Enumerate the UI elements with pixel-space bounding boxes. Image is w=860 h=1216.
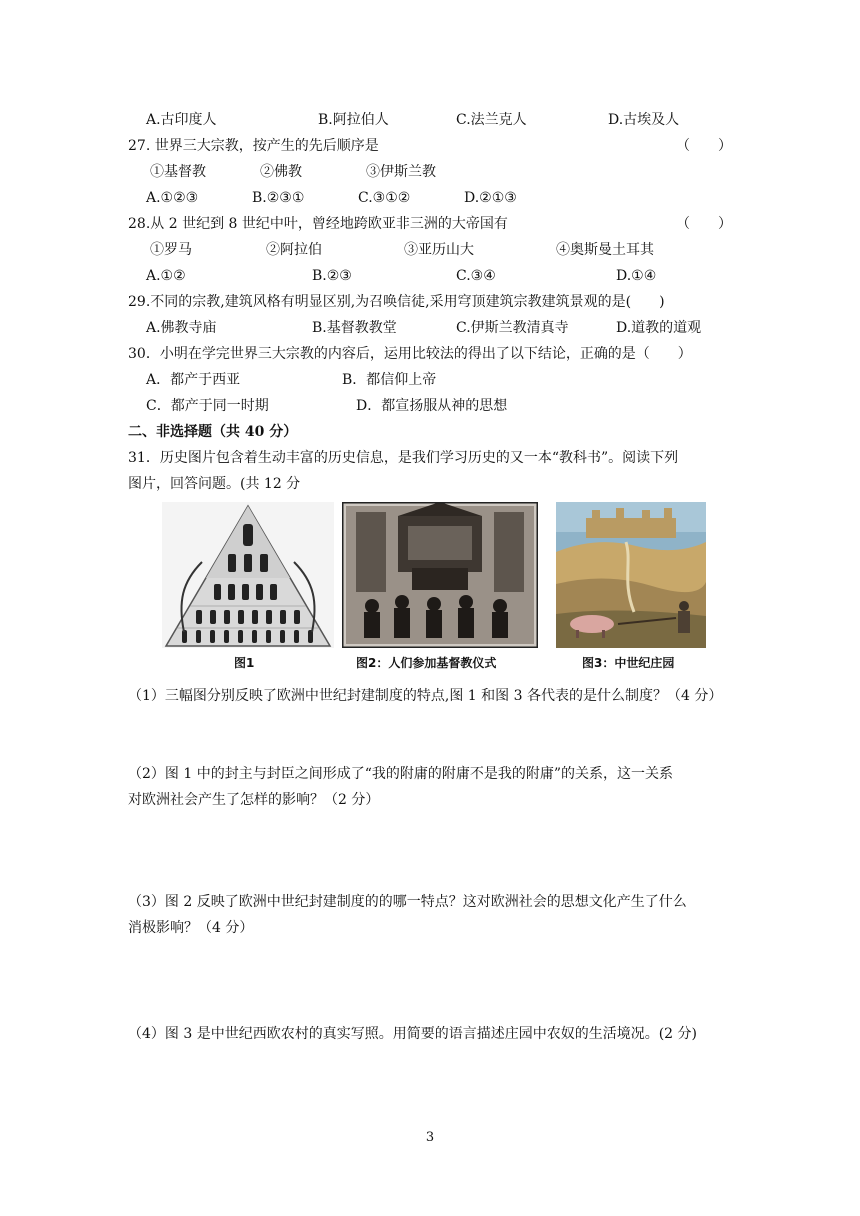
q28-item-1: ①罗马 [150, 242, 192, 258]
q31-stem-line1: 31．历史图片包含着生动丰富的历史信息，是我们学习历史的又一本“教科书”。阅读下列 [128, 450, 679, 466]
q30-option-b: B．都信仰上帝 [342, 372, 437, 388]
q30-option-d: D．都宣扬服从神的思想 [356, 398, 508, 414]
figure-1 [162, 502, 334, 672]
figure-3 [556, 502, 706, 672]
q27-option-c: C.③①② [358, 190, 411, 206]
q28-stem: 28.从 2 世纪到 8 世纪中叶，曾经地跨欧亚非三洲的大帝国有 [128, 216, 508, 232]
page-number: 3 [425, 1130, 435, 1145]
q27-stem: 27. 世界三大宗教，按产生的先后顺序是 [128, 138, 379, 154]
q28-answer-bracket: （ ） [676, 216, 732, 232]
q28-item-3: ③亚历山大 [404, 242, 474, 258]
q27-item-3: ③伊斯兰教 [366, 164, 436, 180]
q31-subquestion-4: （4）图 3 是中世纪西欧农村的真实写照。用简要的语言描述庄园中农奴的生活境况。(2 分) [128, 1026, 697, 1042]
q31-stem-line2: 图片，回答问题。(共 12 分 [128, 476, 301, 492]
figure-1-caption: 图1 [234, 656, 255, 670]
q27-item-1: ①基督教 [150, 164, 206, 180]
q29-option-a: A.佛教寺庙 [146, 320, 217, 336]
q27-option-b: B.②③① [252, 190, 305, 206]
q26-option-c: C.法兰克人 [456, 112, 527, 128]
figure-2-caption: 图2：人们参加基督教仪式 [356, 656, 497, 670]
q29-option-c: C.伊斯兰教清真寺 [456, 320, 569, 336]
q31-subquestion-3-line1: （3）图 2 反映了欧洲中世纪封建制度的的哪一特点？这对欧洲社会的思想文化产生了什么 [128, 894, 687, 910]
q27-item-2: ②佛教 [260, 164, 302, 180]
q27-option-d: D.②①③ [464, 190, 517, 206]
q28-option-b: B.②③ [312, 268, 352, 284]
q31-subquestion-2-line2: 对欧洲社会产生了怎样的影响？（2 分） [128, 792, 380, 808]
q27-answer-bracket: （ ） [676, 138, 732, 154]
q28-option-d: D.①④ [616, 268, 657, 284]
section-2-title: 二、非选择题（共 40 分） [128, 424, 298, 440]
q26-option-d: D.古埃及人 [608, 112, 680, 128]
q30-option-c: C．都产于同一时期 [146, 398, 269, 414]
q31-subquestion-1: （1）三幅图分别反映了欧洲中世纪封建制度的特点,图 1 和图 3 各代表的是什么制度？（4 分） [128, 688, 723, 704]
figure-3-caption: 图3：中世纪庄园 [582, 656, 675, 670]
q27-option-a: A.①②③ [146, 190, 199, 206]
q29-option-b: B.基督教教堂 [312, 320, 397, 336]
q30-stem: 30．小明在学完世界三大宗教的内容后，运用比较法的得出了以下结论，正确的是（ ） [128, 346, 692, 362]
christian-ceremony-illustration [342, 502, 538, 648]
q28-item-4: ④奥斯曼土耳其 [556, 242, 654, 258]
q31-subquestion-3-line2: 消极影响？（4 分） [128, 920, 254, 936]
medieval-manor-illustration [556, 502, 706, 648]
q30-option-a: A．都产于西亚 [146, 372, 241, 388]
q28-option-a: A.①② [146, 268, 186, 284]
q31-subquestion-2-line1: （2）图 1 中的封主与封臣之间形成了“我的附庸的附庸不是我的附庸”的关系，这一关系 [128, 766, 674, 782]
q29-option-d: D.道教的道观 [616, 320, 702, 336]
figure-2 [342, 502, 538, 672]
q26-option-b: B.阿拉伯人 [318, 112, 389, 128]
q26-option-a: A.古印度人 [146, 112, 217, 128]
feudal-pyramid-illustration [162, 502, 334, 648]
q28-option-c: C.③④ [456, 268, 496, 284]
q28-item-2: ②阿拉伯 [266, 242, 322, 258]
q29-stem: 29.不同的宗教,建筑风格有明显区别,为召唤信徒,采用穹顶建筑宗教建筑景观的是( ) [128, 294, 665, 310]
